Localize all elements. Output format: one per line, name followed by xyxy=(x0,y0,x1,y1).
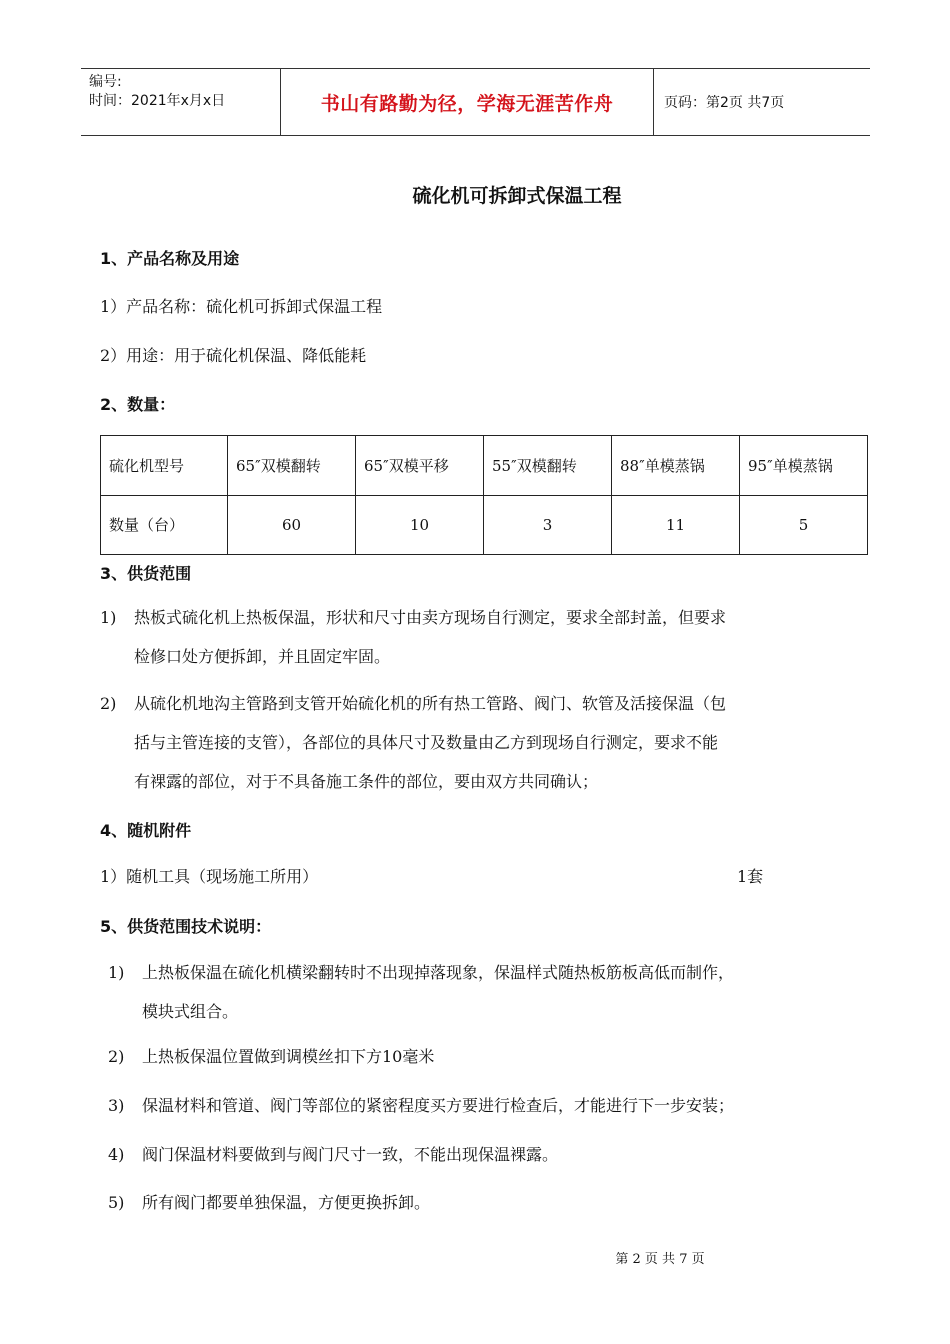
time-label: 时间：2021年x月x日 xyxy=(89,93,226,109)
table-cell: 5 xyxy=(740,495,868,555)
table-cell: 65″双模平移 xyxy=(356,436,484,496)
section-4-line: 1）随机工具（现场施工所用） xyxy=(100,867,319,886)
number-label: 编号: xyxy=(89,74,122,90)
table-cell: 55″双模翻转 xyxy=(484,436,612,496)
list-text xyxy=(134,598,726,676)
section-5-heading: 5、供货范围技术说明： xyxy=(100,917,272,936)
list-text xyxy=(142,1086,734,1125)
section-1-line-2: 2）用途：用于硫化机保温、降低能耗 xyxy=(100,346,367,365)
list-item xyxy=(100,598,870,678)
list-item xyxy=(108,953,870,1033)
list-text xyxy=(142,1037,434,1076)
list-number: 1) xyxy=(100,608,117,627)
list-line: 括与主管连接的支管），各部位的具体尺寸及数量由乙方到现场自行测定，要求不能 xyxy=(134,733,719,752)
list-number: 1) xyxy=(108,963,125,982)
list-number: 2) xyxy=(108,1047,125,1066)
list-line: 模块式组合。 xyxy=(142,1002,239,1021)
list-line: 所有阀门都要单独保温，方便更换拆卸。 xyxy=(142,1193,431,1212)
document-title: 硫化机可拆卸式保温工程 xyxy=(412,185,622,207)
page-header xyxy=(81,68,870,136)
table-cell: 60 xyxy=(228,495,356,555)
page-footer: 第 2 页 共 7 页 xyxy=(615,1252,705,1267)
list-item xyxy=(100,684,870,804)
list-number: 4) xyxy=(108,1145,125,1164)
section-2-heading: 2、数量： xyxy=(100,395,176,414)
table-cell: 3 xyxy=(484,495,612,555)
list-line: 热板式硫化机上热板保温，形状和尺寸由卖方现场自行测定，要求全部封盖，但要求 xyxy=(134,608,727,627)
section-1-heading: 1、产品名称及用途 xyxy=(100,249,240,268)
list-line: 检修口处方便拆卸，并且固定牢固。 xyxy=(134,647,391,666)
list-text xyxy=(142,1183,430,1222)
table-cell: 88″单模蒸锅 xyxy=(612,436,740,496)
header-motto: 书山有路勤为径，学海无涯苦作舟 xyxy=(281,69,654,135)
list-item xyxy=(108,1037,870,1077)
list-line: 上热板保温位置做到调模丝扣下方10毫米 xyxy=(142,1047,435,1066)
list-item xyxy=(108,1183,870,1223)
list-item xyxy=(108,1135,870,1175)
section-3-heading: 3、供货范围 xyxy=(100,564,192,583)
quantity-table xyxy=(100,435,868,555)
list-text xyxy=(142,1135,558,1174)
table-cell: 数量（台） xyxy=(101,495,228,555)
section-4-qty: 1套 xyxy=(737,867,764,886)
list-item xyxy=(108,1086,870,1126)
table-cell: 硫化机型号 xyxy=(101,436,228,496)
table-cell: 10 xyxy=(356,495,484,555)
list-line: 有裸露的部位，对于不具备施工条件的部位，要由双方共同确认； xyxy=(134,772,599,791)
section-1-line-1: 1）产品名称：硫化机可拆卸式保温工程 xyxy=(100,297,383,316)
list-line: 上热板保温在硫化机横梁翻转时不出现掉落现象，保温样式随热板筋板高低而制作， xyxy=(142,963,735,982)
table-cell: 11 xyxy=(612,495,740,555)
list-line: 从硫化机地沟主管路到支管开始硫化机的所有热工管路、阀门、软管及活接保温（包 xyxy=(134,694,727,713)
header-meta xyxy=(81,69,281,135)
table-header-row xyxy=(101,436,868,496)
table-cell: 95″单模蒸锅 xyxy=(740,436,868,496)
list-text xyxy=(134,684,726,801)
list-number: 2) xyxy=(100,694,117,713)
list-line: 保温材料和管道、阀门等部位的紧密程度买方要进行检查后，才能进行下一步安装； xyxy=(142,1096,735,1115)
list-line: 阀门保温材料要做到与阀门尺寸一致，不能出现保温裸露。 xyxy=(142,1145,559,1164)
table-row xyxy=(101,495,868,555)
table-cell: 65″双模翻转 xyxy=(228,436,356,496)
list-text xyxy=(142,953,734,1031)
section-4-heading: 4、随机附件 xyxy=(100,821,192,840)
header-page-info: 页码：第2页 共7页 xyxy=(664,95,785,111)
list-number: 3) xyxy=(108,1096,125,1115)
list-number: 5) xyxy=(108,1193,125,1212)
